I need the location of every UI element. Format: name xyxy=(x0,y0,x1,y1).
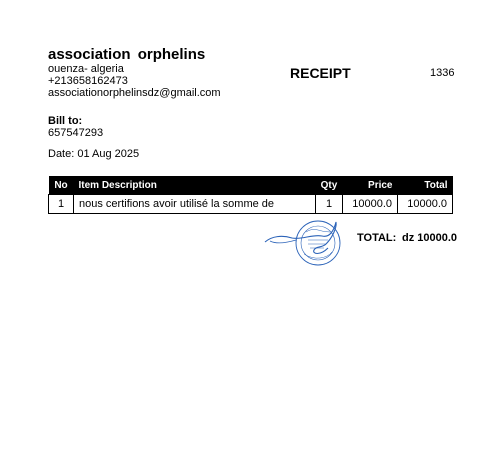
table-header-row xyxy=(49,176,453,195)
organization-email: associationorphelinsdz@gmail.com xyxy=(48,87,221,99)
bill-to-label: Bill to: xyxy=(48,115,83,127)
receipt-number: 1336 xyxy=(430,67,455,79)
row-qty: 1 xyxy=(316,195,343,214)
organization-address: ouenza- algeria xyxy=(48,63,124,75)
total-value: dz 10000.0 xyxy=(402,232,458,244)
total-label: TOTAL: xyxy=(357,232,397,244)
row-total: 10000.0 xyxy=(398,195,453,214)
bill-to-value: 657547293 xyxy=(48,127,104,139)
column-header-qty: Qty xyxy=(316,176,343,195)
signature-stamp xyxy=(262,210,354,277)
receipt-title: RECEIPT xyxy=(290,65,351,81)
items-table xyxy=(48,176,453,214)
organization-name: association orphelins xyxy=(48,46,206,63)
receipt-date: Date: 01 Aug 2025 xyxy=(48,148,140,160)
row-description: nous certifions avoir utilisé la somme de xyxy=(74,195,316,214)
row-price: 10000.0 xyxy=(343,195,398,214)
column-header-price: Price xyxy=(343,176,398,195)
column-header-no: No xyxy=(49,176,74,195)
row-no: 1 xyxy=(49,195,74,214)
table-row xyxy=(49,195,453,214)
organization-phone: +213658162473 xyxy=(48,75,128,87)
column-header-total: Total xyxy=(398,176,453,195)
column-header-description: Item Description xyxy=(74,176,316,195)
